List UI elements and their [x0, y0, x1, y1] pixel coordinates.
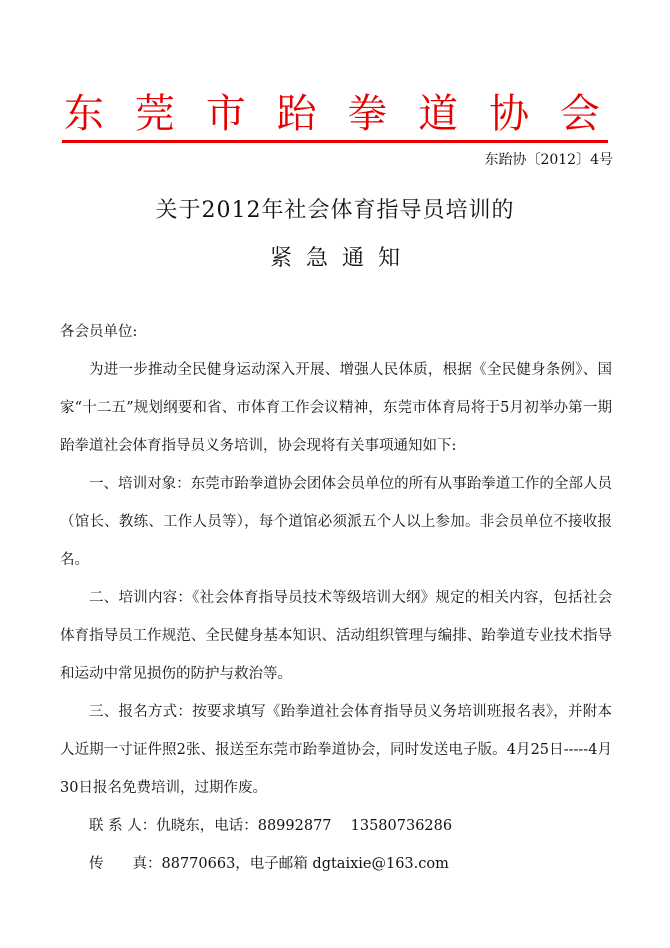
contact-line: 联 系 人：仇晓东，电话：88992877 13580736286: [89, 818, 453, 834]
banner-char: 协: [489, 91, 530, 137]
banner-char: 莞: [134, 91, 175, 137]
banner-char: 会: [559, 91, 600, 137]
document-number: 东跆协〔2012〕4号: [484, 152, 613, 168]
banner-char: 道: [418, 91, 459, 137]
banner-char: 拳: [347, 91, 388, 137]
notice-body: [60, 313, 612, 883]
notice-title-line1: 关于2012年社会体育指导员培训的: [155, 198, 515, 223]
registration-paragraph: 三、报名方式：按要求填写《跆拳道社会体育指导员义务培训班报名表》，并附本人近期一寸证件照2张、报送至东莞市跆拳道协会，同时发送电子版。4月25日-----4月30日报名免费培训，过期作废。: [60, 704, 612, 796]
org-banner: [62, 92, 602, 136]
salutation: 各会员单位:: [60, 324, 138, 340]
fax-email-line: 传 真：88770663，电子邮箱 dgtaixie@163.com: [89, 856, 449, 872]
training-content-paragraph: 二、培训内容：《社会体育指导员技术等级培训大纲》规定的相关内容，包括社会体育指导员工作规范、全民健身基本知识、活动组织管理与编排、跆拳道专业技术指导和运动中常见损伤的防护与救治等。: [60, 590, 612, 682]
notice-title-line2: 紧急通知: [269, 246, 414, 271]
intro-paragraph: 为进一步推动全民健身运动深入开展、增强人民体质，根据《全民健身条例》、国家“十二五”规划纲要和省、市体育工作会议精神，东莞市体育局将于5月初举办第一期跆拳道社会体育指导员义务培训，协会现将有关事项通知如下:: [60, 362, 612, 454]
red-divider-line: [62, 140, 608, 143]
banner-char: 市: [205, 91, 246, 137]
banner-char: 东: [64, 91, 104, 137]
banner-char: 跆: [276, 91, 317, 137]
training-target-paragraph: 一、培训对象：东莞市跆拳道协会团体会员单位的所有从事跆拳道工作的全部人员（馆长、教练、工作人员等），每个道馆必须派五个人以上参加。非会员单位不接收报名。: [60, 476, 612, 568]
